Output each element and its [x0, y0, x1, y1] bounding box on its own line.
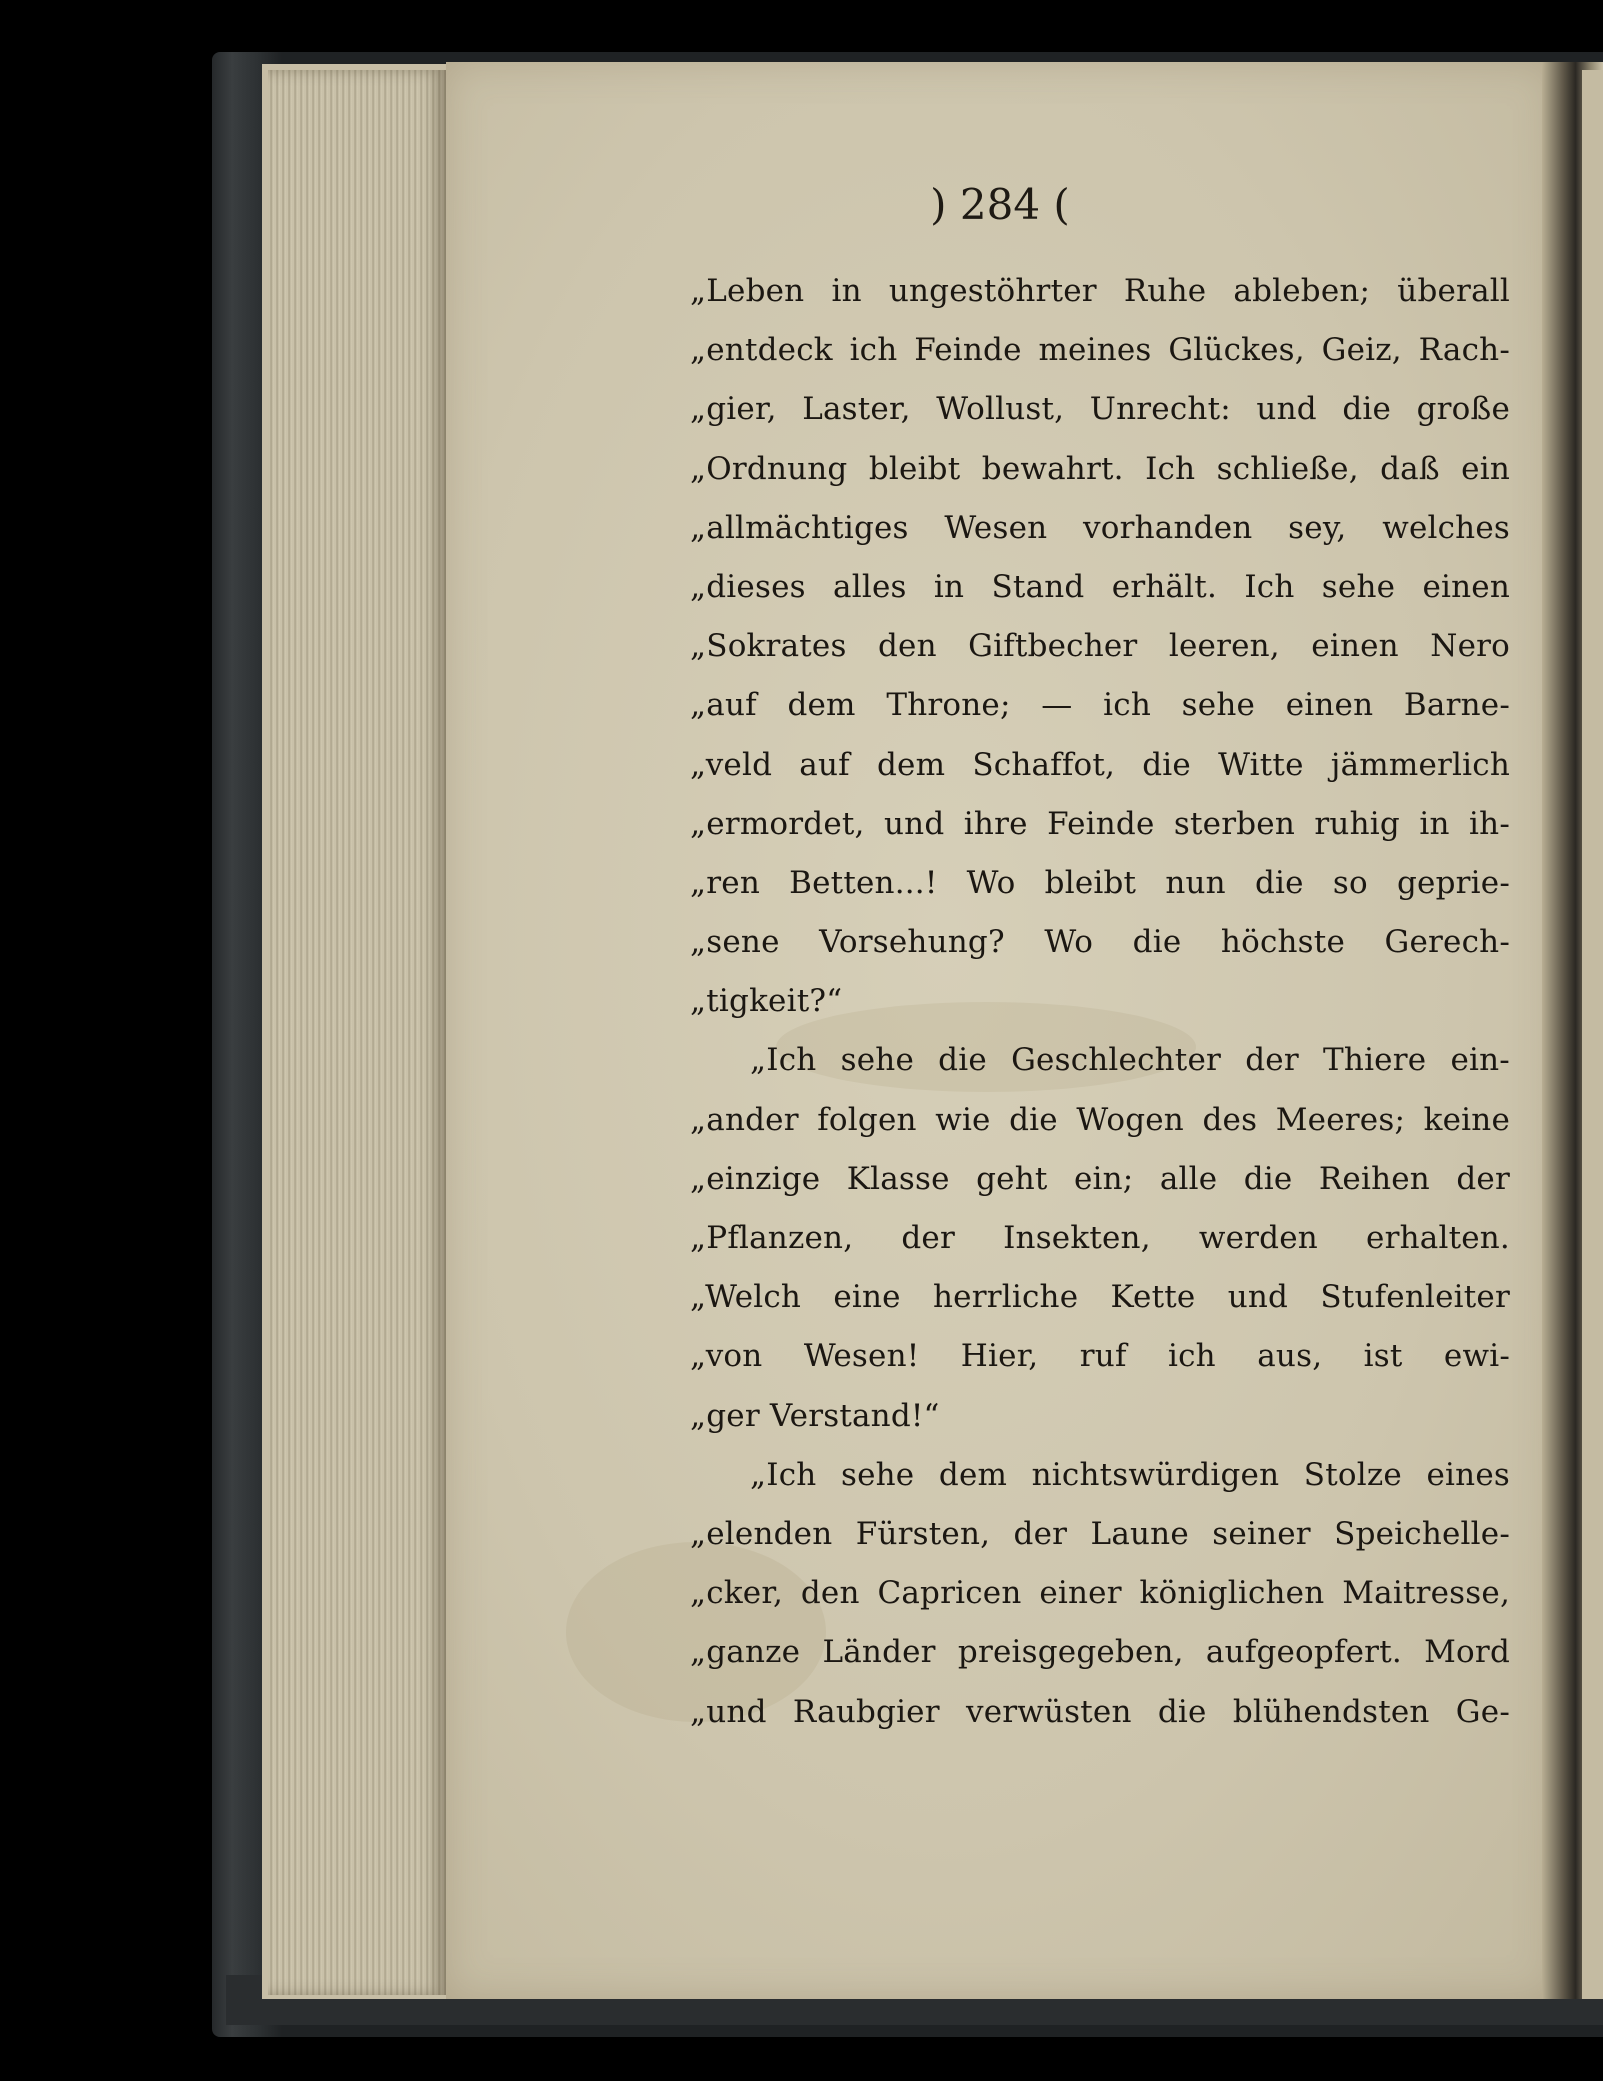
- text-line: „Pflanzen, der Insekten, werden erhalten.: [690, 1220, 1510, 1256]
- body-text: [690, 262, 1510, 1742]
- text-line: „Ich sehe die Geschlechter der Thiere ein-: [750, 1042, 1510, 1079]
- text-line: „auf dem Throne; — ich sehe einen Barne-: [690, 687, 1510, 724]
- text-line: „sene Vorsehung? Wo die höchste Gerech-: [690, 924, 1510, 961]
- text-line: „tigkeit?“: [690, 983, 843, 1020]
- text-line: „einzige Klasse geht ein; alle die Reihen der: [690, 1160, 1510, 1197]
- facing-page-edge: [1582, 70, 1603, 1999]
- text-line: „und Raubgier verwüsten die blühendsten Ge-: [690, 1693, 1510, 1730]
- text-line: „cker, den Capricen einer königlichen Maitresse,: [690, 1575, 1510, 1612]
- text-line: „ander folgen wie die Wogen des Meeres; keine: [690, 1101, 1510, 1138]
- text-line: „ganze Länder preisgegeben, aufgeopfert. Mord: [690, 1634, 1510, 1671]
- text-line: „von Wesen! Hier, ruf ich aus, ist ewi-: [690, 1338, 1510, 1375]
- text-line: „ger Verstand!“: [690, 1397, 940, 1434]
- page-edges: [268, 70, 446, 1995]
- text-line: „Ich sehe dem nichtswürdigen Stolze eines: [750, 1456, 1510, 1493]
- text-line: „Ordnung bleibt bewahrt. Ich schließe, daß ein: [690, 450, 1510, 487]
- text-line: „entdeck ich Feinde meines Glückes, Geiz, Rach-: [690, 332, 1510, 369]
- text-line: „allmächtiges Wesen vorhanden sey, welches: [690, 509, 1510, 546]
- text-line: „dieses alles in Stand erhält. Ich sehe einen: [690, 568, 1510, 605]
- text-line: „Leben in ungestöhrter Ruhe ableben; überall: [690, 273, 1510, 309]
- text-line: „gier, Laster, Wollust, Unrecht: und die große: [690, 391, 1510, 428]
- text-line: „veld auf dem Schaffot, die Witte jämmerlich: [690, 746, 1510, 783]
- page-number-header: ) 284 (: [930, 180, 1070, 229]
- text-line: „Welch eine herrliche Kette und Stufenleiter: [690, 1279, 1510, 1316]
- text-line: „Sokrates den Giftbecher leeren, einen Nero: [690, 628, 1510, 665]
- text-line: „elenden Fürsten, der Laune seiner Speichelle-: [690, 1515, 1510, 1552]
- text-line: „ren Betten...! Wo bleibt nun die so geprie-: [690, 864, 1510, 901]
- text-line: „ermordet, und ihre Feinde sterben ruhig in ih-: [690, 805, 1510, 842]
